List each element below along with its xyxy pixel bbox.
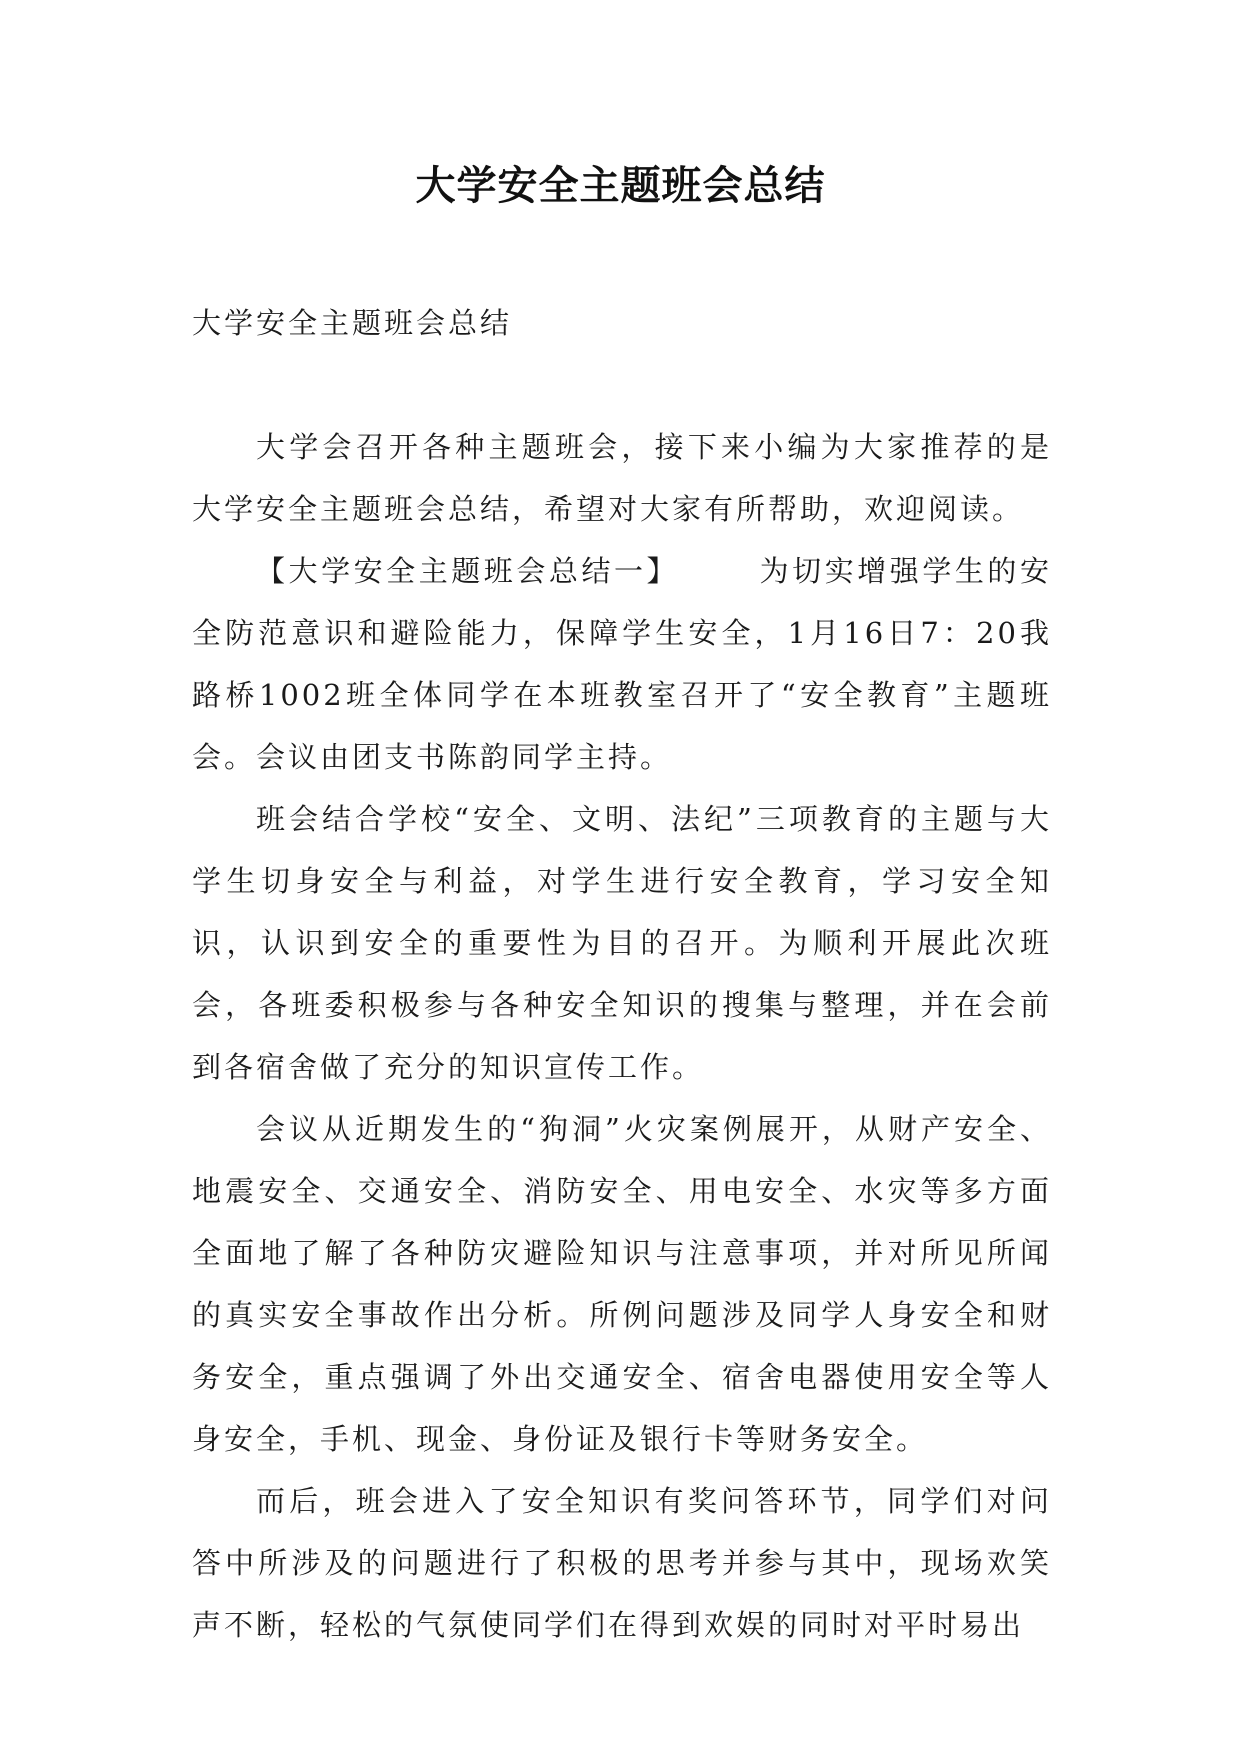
body-paragraph: 而后，班会进入了安全知识有奖问答环节，同学们对问答中所涉及的问题进行了积极的思考并参与其中，现场欢笑声不断，轻松的气氛使同学们在得到欢娱的同时对平时易出 <box>192 1484 1052 1642</box>
section-heading: 【大学安全主题班会总结一】 <box>256 554 680 588</box>
body-paragraph: 班会结合学校“安全、文明、法纪”三项教育的主题与大学生切身安全与利益，对学生进行安全教育，学习安全知识，认识到安全的重要性为目的召开。为顺利开展此次班会，各班委积极参与各种安全知识的搜集与整理，并在会前到各宿舍做了充分的知识宣传工作。 <box>192 802 1052 1084</box>
section-text: 为切实增强学生的安全防范意识和避险能力，保障学生安全，1月16日7：20我路桥1002班全体同学在本班教室召开了“安全教育”主题班会。会议由团支书陈韵同学主持。 <box>192 554 1052 774</box>
intro-paragraph: 大学会召开各种主题班会，接下来小编为大家推荐的是大学安全主题班会总结，希望对大家有所帮助，欢迎阅读。 <box>192 430 1052 526</box>
document-body <box>192 292 1052 1656</box>
document-title: 大学安全主题班会总结 <box>415 162 826 209</box>
document-subtitle: 大学安全主题班会总结 <box>192 306 513 340</box>
section-one-paragraph <box>192 540 1052 788</box>
body-paragraph: 会议从近期发生的“狗洞”火灾案例展开，从财产安全、地震安全、交通安全、消防安全、用电安全、水灾等多方面全面地了解了各种防灾避险知识与注意事项，并对所见所闻的真实安全事故作出分析。所例问题涉及同学人身安全和财务安全，重点强调了外出交通安全、宿舍电器使用安全等人身安全，手机、现金、身份证及银行卡等财务安全。 <box>192 1112 1052 1456</box>
